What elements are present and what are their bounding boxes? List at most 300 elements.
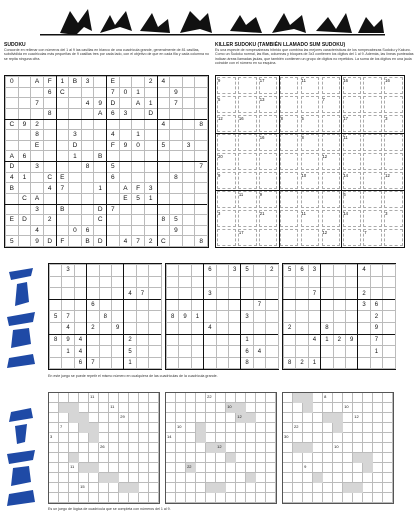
samurai-cell[interactable] <box>241 276 253 288</box>
killer-cell[interactable] <box>301 229 319 246</box>
kakuro-cell[interactable] <box>79 473 89 483</box>
kakuro-cell[interactable] <box>363 403 373 413</box>
kakuro-cell[interactable] <box>373 493 383 503</box>
kakuro-cell[interactable] <box>283 473 293 483</box>
sudoku16-cell[interactable]: 5 <box>132 193 145 204</box>
kakuro-cell[interactable] <box>353 443 363 453</box>
sudoku16-cell[interactable] <box>43 98 56 109</box>
killer-cell[interactable] <box>343 96 361 113</box>
samurai-cell[interactable]: 5 <box>241 265 253 277</box>
killer-cell[interactable] <box>259 153 277 170</box>
kakuro-cell[interactable] <box>363 393 373 403</box>
samurai-cell[interactable] <box>136 323 148 335</box>
killer-cell[interactable] <box>280 229 298 246</box>
samurai-cell[interactable] <box>87 311 99 323</box>
sudoku16-cell[interactable] <box>144 140 157 151</box>
kakuro-cell[interactable] <box>236 443 246 453</box>
kakuro-cell[interactable] <box>283 393 293 403</box>
samurai-cell[interactable] <box>284 346 296 358</box>
samurai-cell[interactable]: 4 <box>308 334 320 346</box>
sudoku16-cell[interactable]: 4 <box>119 236 132 247</box>
sudoku16-cell[interactable] <box>94 87 107 98</box>
samurai-cell[interactable] <box>241 288 253 300</box>
killer-cell[interactable] <box>280 134 298 151</box>
sudoku16-cell[interactable] <box>144 215 157 226</box>
samurai-cell[interactable] <box>74 311 86 323</box>
kakuro-cell[interactable] <box>216 403 226 413</box>
sudoku16-cell[interactable] <box>119 151 132 162</box>
kakuro-cell[interactable] <box>256 413 266 423</box>
sudoku16-cell[interactable] <box>94 77 107 88</box>
kakuro-cell[interactable] <box>89 443 99 453</box>
samurai-cell[interactable] <box>333 323 345 335</box>
sudoku16-cell[interactable] <box>195 87 208 98</box>
kakuro-cell[interactable] <box>109 493 119 503</box>
sudoku16-cell[interactable] <box>157 183 170 194</box>
killer-cell[interactable] <box>280 172 298 189</box>
sudoku16-cell[interactable]: 1 <box>56 77 69 88</box>
samurai-cell[interactable] <box>62 357 74 369</box>
samurai-cell[interactable] <box>216 265 228 277</box>
kakuro-cell[interactable] <box>373 463 383 473</box>
kakuro-cell[interactable] <box>343 433 353 443</box>
kakuro-cell[interactable] <box>283 413 293 423</box>
sudoku16-cell[interactable] <box>144 225 157 236</box>
kakuro-cell[interactable] <box>166 453 176 463</box>
kakuro-cell[interactable] <box>129 453 139 463</box>
sudoku16-cell[interactable] <box>170 77 183 88</box>
kakuro-cell[interactable] <box>333 473 343 483</box>
kakuro-cell[interactable] <box>119 453 129 463</box>
samurai-cell[interactable] <box>370 265 382 277</box>
killer-cell[interactable] <box>238 153 256 170</box>
sudoku16-cell[interactable]: F <box>132 183 145 194</box>
sudoku16-cell[interactable] <box>69 193 82 204</box>
samurai-cell[interactable] <box>167 265 179 277</box>
sudoku16-cell[interactable]: E <box>6 215 19 226</box>
kakuro-cell[interactable] <box>383 433 393 443</box>
kakuro-cell[interactable] <box>139 463 149 473</box>
sudoku16-cell[interactable]: A <box>31 77 44 88</box>
killer-cell[interactable] <box>322 172 340 189</box>
sudoku16-cell[interactable] <box>31 87 44 98</box>
samurai-cell[interactable] <box>321 265 333 277</box>
kakuro-cell[interactable] <box>186 433 196 443</box>
sudoku16-cell[interactable]: 2 <box>31 119 44 130</box>
sudoku16-cell[interactable] <box>18 204 31 215</box>
sudoku16-cell[interactable] <box>43 162 56 173</box>
sudoku16-cell[interactable]: 8 <box>195 236 208 247</box>
samurai-cell[interactable] <box>62 299 74 311</box>
kakuro-cell[interactable] <box>109 443 119 453</box>
sudoku16-cell[interactable]: A <box>6 151 19 162</box>
kakuro-cell[interactable] <box>246 463 256 473</box>
sudoku16-cell[interactable] <box>94 225 107 236</box>
kakuro-cell[interactable] <box>196 453 206 463</box>
sudoku16-cell[interactable]: 7 <box>107 87 120 98</box>
samurai-cell[interactable] <box>296 311 308 323</box>
kakuro-cell[interactable] <box>176 433 186 443</box>
sudoku16-cell[interactable]: 7 <box>195 162 208 173</box>
sudoku16-cell[interactable] <box>81 130 94 141</box>
sudoku16-cell[interactable]: 4 <box>6 172 19 183</box>
samurai-cell[interactable] <box>87 346 99 358</box>
sudoku16-cell[interactable] <box>144 87 157 98</box>
samurai-cell[interactable]: 7 <box>62 311 74 323</box>
samurai-cell[interactable] <box>204 276 216 288</box>
kakuro-cell[interactable] <box>293 413 303 423</box>
samurai-cell[interactable] <box>308 323 320 335</box>
sudoku16-cell[interactable] <box>170 162 183 173</box>
kakuro-cell[interactable] <box>313 443 323 453</box>
sudoku16-cell[interactable] <box>43 151 56 162</box>
kakuro-cell[interactable] <box>176 463 186 473</box>
sudoku16-cell[interactable] <box>69 183 82 194</box>
kakuro-cell[interactable] <box>129 443 139 453</box>
sudoku16-cell[interactable]: C <box>56 87 69 98</box>
sudoku16-cell[interactable]: 1 <box>94 183 107 194</box>
killer-cell[interactable] <box>301 96 319 113</box>
sudoku16-cell[interactable]: E <box>119 193 132 204</box>
samurai-cell[interactable] <box>296 299 308 311</box>
killer-cell[interactable] <box>343 153 361 170</box>
kakuro-cell[interactable] <box>323 493 333 503</box>
sudoku16-cell[interactable] <box>157 87 170 98</box>
sudoku16-cell[interactable] <box>170 108 183 119</box>
killer-cell[interactable] <box>363 134 381 151</box>
killer-cell[interactable] <box>322 191 340 208</box>
sudoku16-cell[interactable] <box>69 98 82 109</box>
sudoku16-cell[interactable]: 3 <box>31 204 44 215</box>
kakuro-cell[interactable] <box>343 463 353 473</box>
kakuro-cell[interactable] <box>49 413 59 423</box>
samurai-cell[interactable] <box>370 288 382 300</box>
sudoku16-cell[interactable]: 1 <box>132 130 145 141</box>
killer-cell[interactable] <box>363 77 381 94</box>
kakuro-cell[interactable] <box>353 493 363 503</box>
sudoku16-cell[interactable] <box>144 172 157 183</box>
kakuro-cell[interactable] <box>119 443 129 453</box>
sudoku16-cell[interactable] <box>119 204 132 215</box>
kakuro-cell[interactable] <box>89 473 99 483</box>
samurai-cell[interactable] <box>191 288 203 300</box>
samurai-cell[interactable] <box>50 288 62 300</box>
kakuro-cell[interactable] <box>216 393 226 403</box>
kakuro-cell[interactable] <box>69 483 79 493</box>
samurai-cell[interactable] <box>253 276 265 288</box>
kakuro-cell[interactable] <box>89 453 99 463</box>
samurai-cell[interactable] <box>216 311 228 323</box>
sudoku16-cell[interactable]: 8 <box>195 119 208 130</box>
sudoku16-cell[interactable] <box>31 183 44 194</box>
samurai-cell[interactable] <box>50 299 62 311</box>
sudoku16-cell[interactable]: 8 <box>170 172 183 183</box>
samurai-cell[interactable] <box>358 334 370 346</box>
kakuro-cell[interactable] <box>236 493 246 503</box>
samurai-cell[interactable] <box>266 357 278 369</box>
kakuro-cell[interactable] <box>196 483 206 493</box>
kakuro-cell[interactable] <box>59 393 69 403</box>
kakuro-cell[interactable] <box>186 473 196 483</box>
sudoku16-cell[interactable] <box>107 183 120 194</box>
kakuro-cell[interactable] <box>109 423 119 433</box>
samurai-cell[interactable]: 4 <box>62 323 74 335</box>
sudoku16-cell[interactable]: 3 <box>182 140 195 151</box>
kakuro-cell[interactable] <box>266 463 276 473</box>
kakuro-cell[interactable] <box>333 403 343 413</box>
sudoku16-cell[interactable] <box>107 193 120 204</box>
kakuro-cell[interactable] <box>226 473 236 483</box>
sudoku16-cell[interactable] <box>94 162 107 173</box>
sudoku16-cell[interactable] <box>132 225 145 236</box>
kakuro-cell[interactable] <box>313 463 323 473</box>
samurai-cell[interactable] <box>124 265 136 277</box>
kakuro-cell[interactable] <box>246 453 256 463</box>
samurai-cell[interactable] <box>253 265 265 277</box>
kakuro-cell[interactable] <box>89 483 99 493</box>
kakuro-cell[interactable] <box>166 443 176 453</box>
sudoku16-cell[interactable] <box>18 162 31 173</box>
samurai-cell[interactable] <box>167 334 179 346</box>
kakuro-cell[interactable] <box>99 453 109 463</box>
kakuro-cell[interactable] <box>186 453 196 463</box>
sudoku16-cell[interactable] <box>157 172 170 183</box>
kakuro-cell[interactable] <box>69 493 79 503</box>
samurai-cell[interactable] <box>149 311 161 323</box>
kakuro-cell[interactable] <box>129 493 139 503</box>
sudoku16-cell[interactable] <box>119 172 132 183</box>
samurai-cell[interactable] <box>253 357 265 369</box>
samurai-cell[interactable]: 8 <box>167 311 179 323</box>
killer-cell[interactable] <box>259 229 277 246</box>
kakuro-cell[interactable] <box>69 393 79 403</box>
kakuro-cell[interactable] <box>89 413 99 423</box>
samurai-cell[interactable]: 9 <box>370 323 382 335</box>
sudoku16-cell[interactable] <box>56 215 69 226</box>
kakuro-cell[interactable] <box>176 493 186 503</box>
kakuro-cell[interactable] <box>149 463 159 473</box>
samurai-cell[interactable] <box>50 357 62 369</box>
samurai-cell[interactable] <box>241 323 253 335</box>
kakuro-cell[interactable] <box>49 403 59 413</box>
kakuro-cell[interactable] <box>373 483 383 493</box>
kakuro-cell[interactable] <box>49 393 59 403</box>
kakuro-cell[interactable] <box>186 443 196 453</box>
sudoku16-cell[interactable]: 2 <box>43 215 56 226</box>
samurai-cell[interactable]: 8 <box>50 334 62 346</box>
kakuro-cell[interactable] <box>139 453 149 463</box>
kakuro-cell[interactable] <box>129 463 139 473</box>
kakuro-cell[interactable] <box>216 423 226 433</box>
kakuro-cell[interactable] <box>236 453 246 463</box>
kakuro-cell[interactable] <box>283 493 293 503</box>
samurai-cell[interactable] <box>74 288 86 300</box>
samurai-cell[interactable]: 2 <box>370 311 382 323</box>
samurai-cell[interactable] <box>358 323 370 335</box>
kakuro-cell[interactable] <box>109 393 119 403</box>
kakuro-cell[interactable] <box>353 403 363 413</box>
sudoku16-cell[interactable] <box>195 140 208 151</box>
samurai-cell[interactable]: 1 <box>308 357 320 369</box>
samurai-cell[interactable] <box>383 265 395 277</box>
sudoku16-cell[interactable]: D <box>94 236 107 247</box>
sudoku16-cell[interactable]: 5 <box>107 162 120 173</box>
killer-cell[interactable] <box>217 191 235 208</box>
samurai-cell[interactable] <box>124 323 136 335</box>
kakuro-cell[interactable] <box>266 493 276 503</box>
samurai-cell[interactable] <box>136 276 148 288</box>
samurai-cell[interactable] <box>204 311 216 323</box>
sudoku16-cell[interactable]: D <box>69 140 82 151</box>
samurai-cell[interactable] <box>136 299 148 311</box>
kakuro-cell[interactable] <box>59 443 69 453</box>
kakuro-cell[interactable] <box>236 393 246 403</box>
sudoku16-cell[interactable] <box>6 98 19 109</box>
kakuro-cell[interactable] <box>166 493 176 503</box>
samurai-cell[interactable] <box>345 357 357 369</box>
kakuro-cell[interactable] <box>373 453 383 463</box>
sudoku16-cell[interactable] <box>170 204 183 215</box>
sudoku16-cell[interactable]: A <box>31 193 44 204</box>
kakuro-cell[interactable] <box>119 433 129 443</box>
sudoku16-cell[interactable] <box>157 204 170 215</box>
samurai-cell[interactable]: 2 <box>296 357 308 369</box>
kakuro-cell[interactable] <box>293 463 303 473</box>
samurai-cell[interactable]: 3 <box>228 265 240 277</box>
sudoku16-cell[interactable]: D <box>6 162 19 173</box>
kakuro-cell[interactable] <box>139 413 149 423</box>
samurai-cell[interactable] <box>358 276 370 288</box>
samurai-cell[interactable]: 3 <box>241 311 253 323</box>
sudoku16-cell[interactable]: 3 <box>81 77 94 88</box>
sudoku16-cell[interactable] <box>69 215 82 226</box>
sudoku16-cell[interactable]: C <box>157 236 170 247</box>
kakuro-cell[interactable] <box>383 413 393 423</box>
sudoku16-cell[interactable] <box>43 119 56 130</box>
kakuro-cell[interactable] <box>216 453 226 463</box>
sudoku16-cell[interactable] <box>81 151 94 162</box>
sudoku16-cell[interactable] <box>18 98 31 109</box>
sudoku16-cell[interactable] <box>157 151 170 162</box>
sudoku16-cell[interactable] <box>157 162 170 173</box>
samurai-cell[interactable] <box>370 276 382 288</box>
samurai-cell[interactable] <box>149 346 161 358</box>
sudoku16-cell[interactable]: 9 <box>170 87 183 98</box>
samurai-cell[interactable]: 3 <box>308 265 320 277</box>
samurai-cell[interactable] <box>333 357 345 369</box>
kakuro-cell[interactable] <box>323 403 333 413</box>
samurai-cell[interactable] <box>333 311 345 323</box>
samurai-cell[interactable] <box>111 288 123 300</box>
sudoku16-cell[interactable] <box>132 162 145 173</box>
samurai-cell[interactable]: 3 <box>358 299 370 311</box>
sudoku16-cell[interactable] <box>107 215 120 226</box>
kakuro-cell[interactable] <box>343 493 353 503</box>
sudoku16-cell[interactable] <box>182 130 195 141</box>
samurai-cell[interactable] <box>333 265 345 277</box>
kakuro-cell[interactable] <box>313 423 323 433</box>
kakuro-cell[interactable] <box>343 423 353 433</box>
samurai-cell[interactable] <box>345 288 357 300</box>
samurai-cell[interactable] <box>216 346 228 358</box>
kakuro-cell[interactable] <box>196 473 206 483</box>
kakuro-cell[interactable] <box>69 443 79 453</box>
kakuro-cell[interactable] <box>353 473 363 483</box>
kakuro-cell[interactable] <box>343 413 353 423</box>
kakuro-cell[interactable] <box>226 483 236 493</box>
samurai-cell[interactable] <box>284 276 296 288</box>
sudoku16-cell[interactable]: 9 <box>31 236 44 247</box>
kakuro-cell[interactable] <box>49 453 59 463</box>
kakuro-cell[interactable] <box>383 483 393 493</box>
kakuro-cell[interactable] <box>373 433 383 443</box>
samurai-cell[interactable] <box>99 276 111 288</box>
samurai-cell[interactable] <box>358 346 370 358</box>
sudoku16-cell[interactable] <box>81 87 94 98</box>
sudoku16-cell[interactable] <box>195 108 208 119</box>
sudoku16-cell[interactable]: F <box>107 140 120 151</box>
sudoku16-cell[interactable] <box>81 204 94 215</box>
kakuro-cell[interactable] <box>383 453 393 463</box>
samurai-cell[interactable] <box>111 265 123 277</box>
samurai-cell[interactable] <box>266 346 278 358</box>
samurai-cell[interactable]: 4 <box>74 346 86 358</box>
kakuro-cell[interactable] <box>266 483 276 493</box>
samurai-cell[interactable]: 2 <box>124 334 136 346</box>
samurai-cell[interactable] <box>179 276 191 288</box>
samurai-cell[interactable] <box>167 276 179 288</box>
kakuro-cell[interactable] <box>246 403 256 413</box>
sudoku16-cell[interactable] <box>31 151 44 162</box>
samurai-cell[interactable] <box>149 288 161 300</box>
samurai-cell[interactable] <box>136 311 148 323</box>
samurai-cell[interactable] <box>345 311 357 323</box>
sudoku16-cell[interactable] <box>195 172 208 183</box>
kakuro-cell[interactable] <box>283 483 293 493</box>
kakuro-cell[interactable] <box>246 393 256 403</box>
killer-cell[interactable] <box>217 229 235 246</box>
kakuro-cell[interactable] <box>186 403 196 413</box>
sudoku16-cell[interactable]: 6 <box>81 225 94 236</box>
kakuro-cell[interactable] <box>59 483 69 493</box>
samurai-cell[interactable]: 1 <box>370 346 382 358</box>
kakuro-cell[interactable] <box>283 423 293 433</box>
kakuro-cell[interactable] <box>226 433 236 443</box>
sudoku16-cell[interactable] <box>157 130 170 141</box>
sudoku16-cell[interactable] <box>6 130 19 141</box>
kakuro-cell[interactable] <box>313 433 323 443</box>
kakuro-cell[interactable] <box>256 493 266 503</box>
samurai-cell[interactable]: 7 <box>253 299 265 311</box>
samurai-cell[interactable] <box>358 311 370 323</box>
kakuro-cell[interactable] <box>49 473 59 483</box>
samurai-cell[interactable]: 4 <box>124 288 136 300</box>
kakuro-cell[interactable] <box>373 403 383 413</box>
kakuro-cell[interactable] <box>206 453 216 463</box>
killer-cell[interactable] <box>301 153 319 170</box>
sudoku16-cell[interactable] <box>18 130 31 141</box>
sudoku16-cell[interactable] <box>144 162 157 173</box>
sudoku16-cell[interactable]: 7 <box>56 183 69 194</box>
samurai-cell[interactable] <box>111 346 123 358</box>
samurai-cell[interactable] <box>204 299 216 311</box>
kakuro-cell[interactable] <box>49 493 59 503</box>
kakuro-cell[interactable] <box>176 393 186 403</box>
sudoku16-cell[interactable]: 6 <box>107 172 120 183</box>
sudoku16-cell[interactable]: 1 <box>144 98 157 109</box>
sudoku16-cell[interactable]: 5 <box>170 215 183 226</box>
samurai-cell[interactable] <box>136 357 148 369</box>
